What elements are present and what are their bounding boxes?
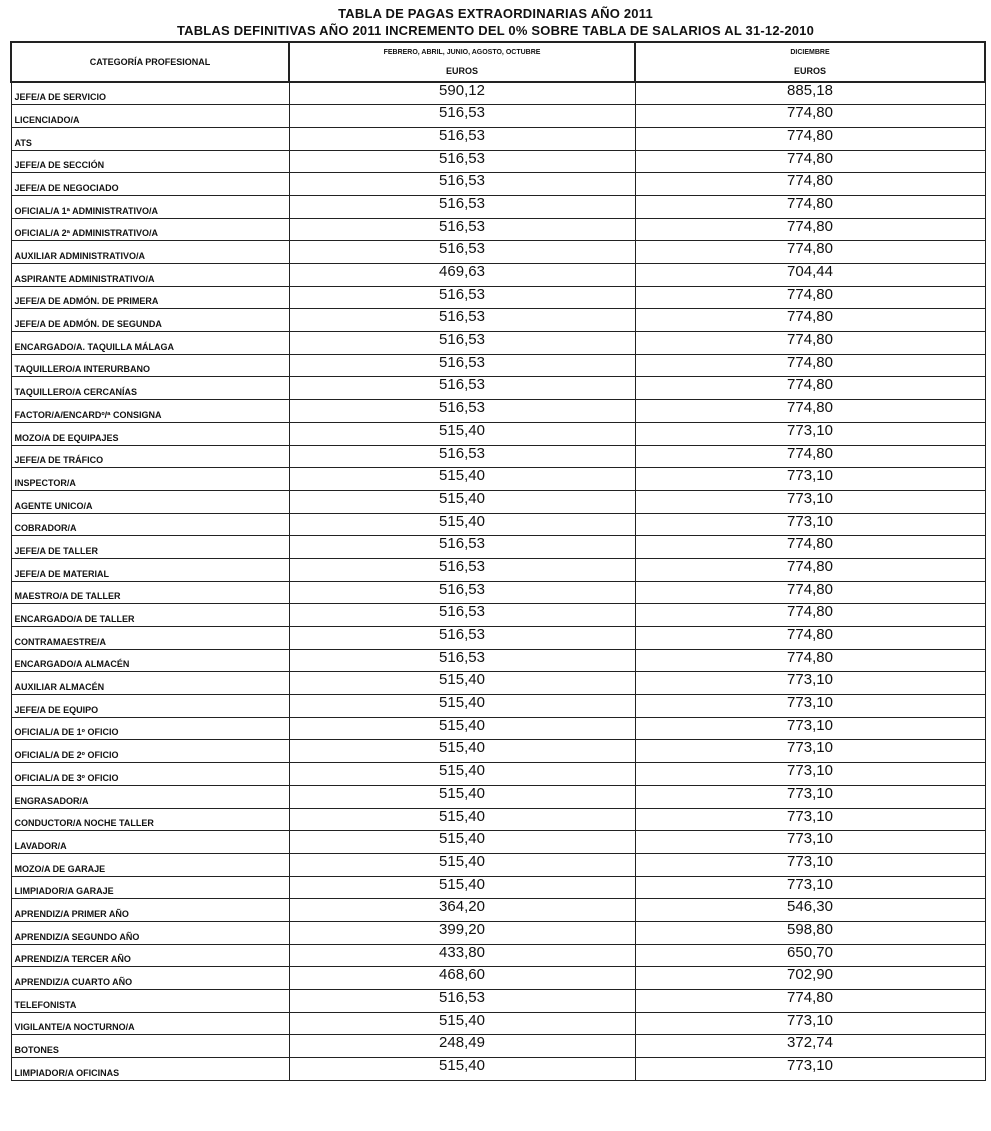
header-category: CATEGORÍA PROFESIONAL [11, 42, 289, 82]
table-row [11, 536, 985, 559]
table-row [11, 1035, 985, 1058]
row-category: JEFE/A DE NEGOCIADO [11, 173, 289, 196]
table-row [11, 422, 985, 445]
row-category: JEFE/A DE TALLER [11, 536, 289, 559]
row-dic-value: 773,10 [635, 1058, 985, 1081]
row-feb-oct-value: 516,53 [289, 627, 635, 650]
table-body [11, 82, 985, 1080]
row-category: JEFE/A DE ADMÓN. DE PRIMERA [11, 286, 289, 309]
row-category: ASPIRANTE ADMINISTRATIVO/A [11, 264, 289, 287]
row-feb-oct-value: 516,53 [289, 536, 635, 559]
row-feb-oct-value: 515,40 [289, 831, 635, 854]
row-feb-oct-value: 516,53 [289, 649, 635, 672]
row-dic-value: 774,80 [635, 649, 985, 672]
row-feb-oct-value: 515,40 [289, 1058, 635, 1081]
row-feb-oct-value: 516,53 [289, 241, 635, 264]
row-feb-oct-value: 515,40 [289, 468, 635, 491]
table-row [11, 558, 985, 581]
row-feb-oct-value: 516,53 [289, 105, 635, 128]
page-subtitle: TABLAS DEFINITIVAS AÑO 2011 INCREMENTO DEL 0% SOBRE TABLA DE SALARIOS AL 31-12-2010 [176, 23, 815, 38]
table-row [11, 468, 985, 491]
row-category: CONDUCTOR/A NOCHE TALLER [11, 808, 289, 831]
row-category: JEFE/A DE MATERIAL [11, 558, 289, 581]
row-category: ENCARGADO/A ALMACÉN [11, 649, 289, 672]
row-dic-value: 774,80 [635, 536, 985, 559]
table-row [11, 127, 985, 150]
table-row [11, 286, 985, 309]
table-row [11, 627, 985, 650]
row-category: ENGRASADOR/A [11, 785, 289, 808]
row-dic-value: 650,70 [635, 944, 985, 967]
row-category: APRENDIZ/A TERCER AÑO [11, 944, 289, 967]
row-dic-value: 773,10 [635, 853, 985, 876]
row-category: OFICIAL/A DE 1º OFICIO [11, 717, 289, 740]
row-feb-oct-value: 433,80 [289, 944, 635, 967]
row-category: APRENDIZ/A CUARTO AÑO [11, 967, 289, 990]
row-category: OFICIAL/A DE 2º OFICIO [11, 740, 289, 763]
table-row [11, 173, 985, 196]
row-category: MAESTRO/A DE TALLER [11, 581, 289, 604]
row-category: OFICIAL/A 2ª ADMINISTRATIVO/A [11, 218, 289, 241]
table-row [11, 445, 985, 468]
table-row [11, 309, 985, 332]
row-dic-value: 704,44 [635, 264, 985, 287]
row-dic-value: 774,80 [635, 581, 985, 604]
salary-table [10, 41, 986, 1081]
row-category: TAQUILLERO/A CERCANÍAS [11, 377, 289, 400]
table-row [11, 717, 985, 740]
row-dic-value: 774,80 [635, 241, 985, 264]
row-category: ATS [11, 127, 289, 150]
row-dic-value: 372,74 [635, 1035, 985, 1058]
row-feb-oct-value: 516,53 [289, 127, 635, 150]
row-dic-value: 773,10 [635, 785, 985, 808]
row-category: JEFE/A DE ADMÓN. DE SEGUNDA [11, 309, 289, 332]
table-row [11, 1012, 985, 1035]
table-row [11, 967, 985, 990]
row-category: INSPECTOR/A [11, 468, 289, 491]
row-feb-oct-value: 516,53 [289, 286, 635, 309]
row-feb-oct-value: 516,53 [289, 150, 635, 173]
row-dic-value: 773,10 [635, 876, 985, 899]
table-row [11, 581, 985, 604]
row-dic-value: 773,10 [635, 695, 985, 718]
row-category: AUXILIAR ALMACÉN [11, 672, 289, 695]
row-category: OFICIAL/A 1ª ADMINISTRATIVO/A [11, 195, 289, 218]
row-dic-value: 774,80 [635, 195, 985, 218]
row-category: LIMPIADOR/A GARAJE [11, 876, 289, 899]
row-feb-oct-value: 516,53 [289, 218, 635, 241]
row-feb-oct-value: 469,63 [289, 264, 635, 287]
row-category: LICENCIADO/A [11, 105, 289, 128]
header-feb-oct-unit: EUROS [445, 66, 478, 76]
table-row [11, 763, 985, 786]
row-dic-value: 773,10 [635, 740, 985, 763]
row-feb-oct-value: 516,53 [289, 581, 635, 604]
table-row [11, 332, 985, 355]
row-feb-oct-value: 516,53 [289, 195, 635, 218]
row-feb-oct-value: 468,60 [289, 967, 635, 990]
row-category: MOZO/A DE GARAJE [11, 853, 289, 876]
header-feb-oct [289, 42, 635, 82]
row-category: ENCARGADO/A. TAQUILLA MÁLAGA [11, 332, 289, 355]
row-category: CONTRAMAESTRE/A [11, 627, 289, 650]
row-feb-oct-value: 515,40 [289, 808, 635, 831]
row-dic-value: 774,80 [635, 990, 985, 1013]
row-feb-oct-value: 516,53 [289, 377, 635, 400]
row-dic-value: 774,80 [635, 354, 985, 377]
row-dic-value: 774,80 [635, 558, 985, 581]
table-row [11, 695, 985, 718]
header-dic-unit: EUROS [793, 66, 826, 76]
row-category: ENCARGADO/A DE TALLER [11, 604, 289, 627]
row-category: BOTONES [11, 1035, 289, 1058]
row-dic-value: 773,10 [635, 468, 985, 491]
row-dic-value: 774,80 [635, 173, 985, 196]
row-feb-oct-value: 515,40 [289, 513, 635, 536]
row-feb-oct-value: 590,12 [289, 82, 635, 105]
row-category: TELEFONISTA [11, 990, 289, 1013]
row-feb-oct-value: 516,53 [289, 354, 635, 377]
row-dic-value: 774,80 [635, 604, 985, 627]
table-row [11, 604, 985, 627]
row-feb-oct-value: 515,40 [289, 695, 635, 718]
row-feb-oct-value: 515,40 [289, 672, 635, 695]
table-row [11, 513, 985, 536]
row-dic-value: 773,10 [635, 763, 985, 786]
row-dic-value: 773,10 [635, 513, 985, 536]
row-category: AUXILIAR ADMINISTRATIVO/A [11, 241, 289, 264]
row-dic-value: 774,80 [635, 127, 985, 150]
table-row [11, 241, 985, 264]
row-feb-oct-value: 515,40 [289, 490, 635, 513]
row-category: TAQUILLERO/A INTERURBANO [11, 354, 289, 377]
table-row [11, 195, 985, 218]
table-row [11, 490, 985, 513]
row-category: OFICIAL/A DE 3º OFICIO [11, 763, 289, 786]
table-row [11, 1058, 985, 1081]
row-dic-value: 598,80 [635, 921, 985, 944]
row-feb-oct-value: 515,40 [289, 717, 635, 740]
row-dic-value: 774,80 [635, 332, 985, 355]
row-dic-value: 773,10 [635, 808, 985, 831]
row-category: COBRADOR/A [11, 513, 289, 536]
table-row [11, 105, 985, 128]
row-dic-value: 774,80 [635, 400, 985, 423]
table-row [11, 354, 985, 377]
row-dic-value: 774,80 [635, 218, 985, 241]
row-category: JEFE/A DE TRÁFICO [11, 445, 289, 468]
row-feb-oct-value: 515,40 [289, 1012, 635, 1035]
row-dic-value: 773,10 [635, 490, 985, 513]
table-row [11, 899, 985, 922]
row-dic-value: 885,18 [635, 82, 985, 105]
table-row [11, 853, 985, 876]
header-feb-oct-months: FEBRERO, ABRIL, JUNIO, AGOSTO, OCTUBRE [383, 49, 541, 56]
row-feb-oct-value: 515,40 [289, 785, 635, 808]
row-dic-value: 773,10 [635, 717, 985, 740]
table-row [11, 218, 985, 241]
table-row [11, 831, 985, 854]
row-dic-value: 774,80 [635, 286, 985, 309]
table-row [11, 82, 985, 105]
row-category: MOZO/A DE EQUIPAJES [11, 422, 289, 445]
table-row [11, 377, 985, 400]
row-dic-value: 773,10 [635, 1012, 985, 1035]
row-dic-value: 774,80 [635, 627, 985, 650]
row-dic-value: 774,80 [635, 105, 985, 128]
table-row [11, 876, 985, 899]
row-feb-oct-value: 516,53 [289, 173, 635, 196]
row-category: APRENDIZ/A SEGUNDO AÑO [11, 921, 289, 944]
row-category: JEFE/A DE SERVICIO [11, 82, 289, 105]
row-feb-oct-value: 516,53 [289, 558, 635, 581]
row-feb-oct-value: 516,53 [289, 400, 635, 423]
row-feb-oct-value: 515,40 [289, 853, 635, 876]
row-dic-value: 774,80 [635, 377, 985, 400]
row-feb-oct-value: 399,20 [289, 921, 635, 944]
row-category: VIGILANTE/A NOCTURNO/A [11, 1012, 289, 1035]
row-category: JEFE/A DE SECCIÓN [11, 150, 289, 173]
row-feb-oct-value: 516,53 [289, 332, 635, 355]
row-dic-value: 774,80 [635, 150, 985, 173]
row-category: FACTOR/A/ENCARDº/ª CONSIGNA [11, 400, 289, 423]
row-feb-oct-value: 516,53 [289, 604, 635, 627]
table-row [11, 944, 985, 967]
table-row [11, 150, 985, 173]
row-feb-oct-value: 364,20 [289, 899, 635, 922]
row-category: AGENTE UNICO/A [11, 490, 289, 513]
table-row [11, 921, 985, 944]
table-row [11, 808, 985, 831]
row-feb-oct-value: 515,40 [289, 740, 635, 763]
row-category: APRENDIZ/A PRIMER AÑO [11, 899, 289, 922]
row-feb-oct-value: 515,40 [289, 763, 635, 786]
row-category: JEFE/A DE EQUIPO [11, 695, 289, 718]
table-header-row [11, 42, 985, 82]
table-row [11, 649, 985, 672]
row-dic-value: 773,10 [635, 422, 985, 445]
table-row [11, 672, 985, 695]
row-dic-value: 773,10 [635, 672, 985, 695]
table-row [11, 264, 985, 287]
header-dic [635, 42, 985, 82]
table-row [11, 740, 985, 763]
table-row [11, 785, 985, 808]
header-dic-months: DICIEMBRE [790, 49, 830, 56]
row-category: LAVADOR/A [11, 831, 289, 854]
row-feb-oct-value: 248,49 [289, 1035, 635, 1058]
row-feb-oct-value: 515,40 [289, 422, 635, 445]
row-category: LIMPIADOR/A OFICINAS [11, 1058, 289, 1081]
table-row [11, 400, 985, 423]
row-feb-oct-value: 516,53 [289, 990, 635, 1013]
page-title: TABLA DE PAGAS EXTRAORDINARIAS AÑO 2011 [338, 6, 653, 21]
row-feb-oct-value: 516,53 [289, 445, 635, 468]
row-dic-value: 546,30 [635, 899, 985, 922]
row-feb-oct-value: 515,40 [289, 876, 635, 899]
table-row [11, 990, 985, 1013]
row-dic-value: 774,80 [635, 309, 985, 332]
row-feb-oct-value: 516,53 [289, 309, 635, 332]
row-dic-value: 774,80 [635, 445, 985, 468]
row-dic-value: 702,90 [635, 967, 985, 990]
row-dic-value: 773,10 [635, 831, 985, 854]
